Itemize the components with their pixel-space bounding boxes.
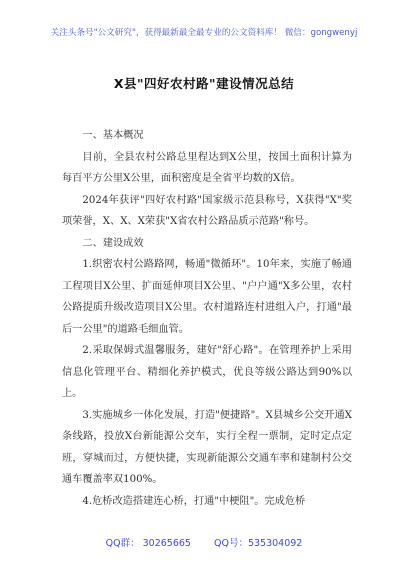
header-note: 关注头条号"公文研究"，获得最新最全最专业的公文资料库！ 微信：gongwenyj xyxy=(50,28,358,38)
paragraph-basic-2: 2024年获评"四好农村路"国家级示范县称号，X获得"X"奖项荣誉，X、X、X荣获"X省农村公路品质示范路"称号。 xyxy=(62,194,352,227)
document-title: X县"四好农村路"建设情况总结 xyxy=(113,76,295,91)
paragraph-results-4: 4.危桥改造搭建连心桥，打通"中梗阻"。完成危桥 xyxy=(82,495,306,507)
document-body xyxy=(62,114,352,512)
paragraph-results-2: 2.采取保姆式温馨服务，建好"舒心路"。在管理养护上采用信息化管理平台、精细化养护模式，优良等级公路达到90%以上。 xyxy=(62,345,352,399)
footer-qq-number: QQ号：535304092 xyxy=(214,538,303,549)
footer-qq-group: QQ群： 30265665 xyxy=(105,538,191,549)
footer-contact xyxy=(0,535,408,549)
paragraph-basic-1: 目前，全县农村公路总里程达到X公里，按国土面积计算为每百平方公里X公里，面积密度是全省平均数的X倍。 xyxy=(62,151,352,184)
paragraph-results-3: 3.实施城乡一体化发展，打造"便捷路"。X县城乡公交开通X条线路，投放X台新能源公交车，实行全程一票制，定时定点定班，穿城而过，方便快捷，实现新能源公交通车率和建制村公交通车覆盖率双100%。 xyxy=(62,409,352,485)
paragraph-results-1: 1.织密农村公路路网，畅通"微循环"。10年来，实施了畅通工程项目X公里、扩面延伸项目X公里、"户户通"X多公里，农村公路提质升级改造项目X公里。农村道路连村进组入户，打通"最后一公里"的道路毛细血管。 xyxy=(62,259,352,335)
section-heading-results: 二、建设成效 xyxy=(82,237,144,249)
section-heading-basic: 一、基本概况 xyxy=(82,130,144,141)
